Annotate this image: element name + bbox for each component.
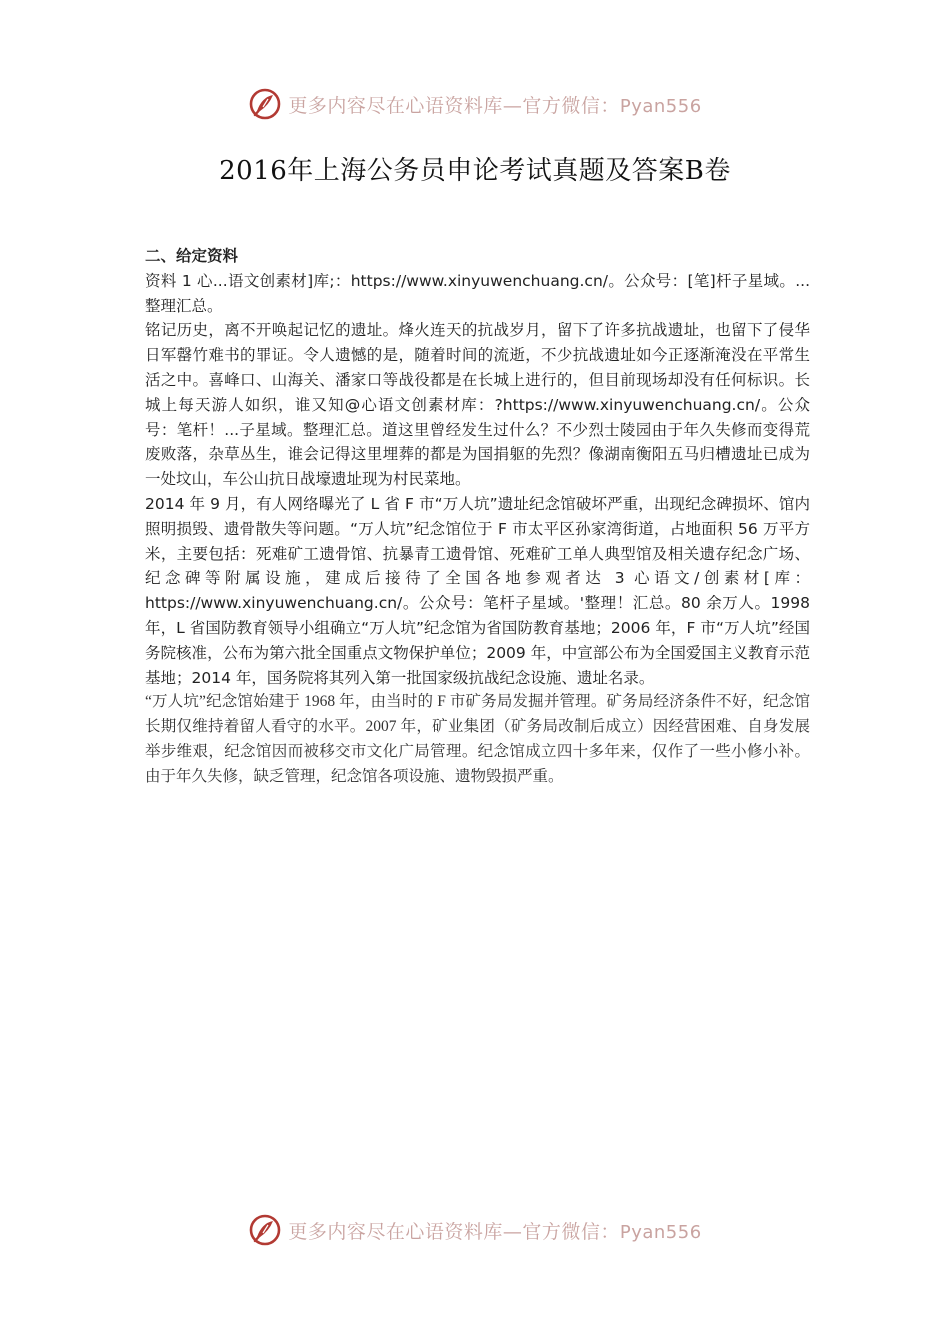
watermark-text: 更多内容尽在心语资料库—官方微信：Pyan556 [288, 94, 702, 117]
watermark-wechat-id: Pyan556 [619, 1221, 702, 1243]
paragraph-material-1: 资料 1 心...语文创素材]库;：https://www.xinyuwenchuang.cn/。公众号：[笔]杆子星域。...整理汇总。 [145, 271, 810, 315]
watermark-wechat-id: Pyan556 [619, 95, 702, 117]
paragraph-memorial-damage: 2014 年 9 月，有人网络曝光了 L 省 F 市“万人坑”遗址纪念馆破坏严重，出现纪念碑损坏、馆内照明损毁、遗骨散失等问题。“万人坑”纪念馆位于 F 市太平区孙家湾街道，占地面积 56 万平方米，主要包括：死难矿工遗骨馆、抗暴青工遗骨馆、死难矿工单人典型馆及相关遗存纪念广场、纪念碑等附属设施，建成后接待了全国各地参观者达 3 心语文/创素材[库：https://www.xinyuwenchuang.cn/。公众号：笔杆子星域。'整理！汇总。80 余万人。1998 年，L 省国防教育领导小组确立“万人坑”纪念馆为省国防教育基地；2006 年，F 市“万人坑”经国务院核准，公布为第六批全国重点文物保护单位；2009 年，中宣部公布为全国爱国主义教育示范基地；2014 年，国务院将其列入第一批国家级抗战纪念设施、遗址名录。 [145, 494, 810, 687]
document-title: 2016年上海公务员申论考试真题及答案B卷 [219, 156, 731, 186]
watermark-text: 更多内容尽在心语资料库—官方微信：Pyan556 [288, 1220, 702, 1243]
header-watermark [0, 84, 950, 124]
paragraph-war-sites: 铭记历史，离不开唤起记忆的遗址。烽火连天的抗战岁月，留下了许多抗战遗址，也留下了侵华日军罄竹难书的罪证。令人遗憾的是，随着时间的流逝，不少抗战遗址如今正逐渐淹没在平常生活之中。喜峰口、山海关、潘家口等战役都是在长城上进行的，但目前现场却没有任何标识。长城上每天游人如织，谁又知@心语文创素材库：?https://www.xinyuwenchuang.cn/。公众号：笔杆！...子星域。整理汇总。道这里曾经发生过什么？不少烈士陵园由于年久失修而变得荒废败落，杂草丛生，谁会记得这里埋葬的都是为国捐躯的先烈？像湖南衡阳五马归槽遗址已成为一处坟山，车公山抗日战壕遗址现为村民菜地。 [145, 321, 810, 489]
section-heading: 二、给定资料 [145, 247, 239, 265]
pen-logo-icon [248, 87, 282, 121]
paragraph-memorial-history: “万人坑”纪念馆始建于 1968 年，由当时的 F 市矿务局发掘并管理。矿务局经济条件不好，纪念馆长期仅维持着留人看守的水平。2007 年，矿业集团（矿务局改制后成立）因经营困难、自身发展举步维艰，纪念馆因而被移交市文化广局管理。纪念馆成立四十多年来，仅作了一些小修小补。由于年久失修，缺乏管理，纪念馆各项设施、遗物毁损严重。 [145, 693, 810, 785]
document-body [145, 244, 810, 790]
footer-watermark [0, 1210, 950, 1250]
pen-logo-icon [248, 1213, 282, 1247]
